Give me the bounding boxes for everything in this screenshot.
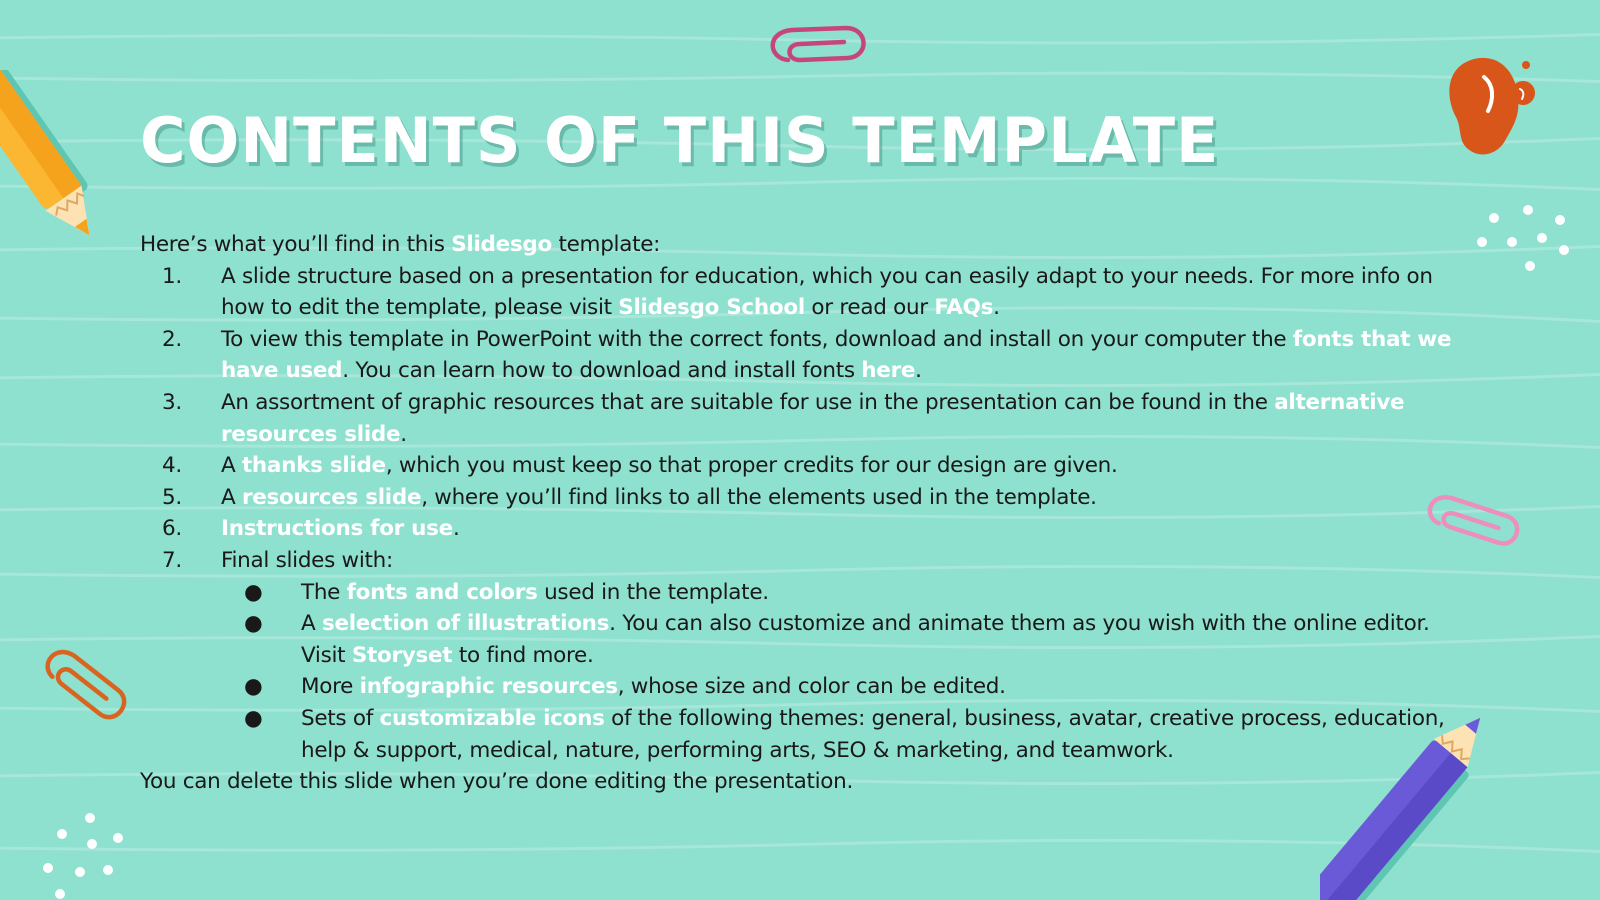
link-resources-slide[interactable]: resources slide bbox=[241, 484, 422, 510]
outro-text: You can delete this slide when you’re done editing the presentation. bbox=[140, 769, 853, 795]
sub-list-item: ● A selection of illustrations. You can also customize and animate them as you wish with the online editor. Visit Storyset to find more. bbox=[140, 608, 1470, 671]
sub-list-item: ● More infographic resources, whose size and color can be edited. bbox=[140, 671, 1470, 703]
sub-list-item: ● Sets of customizable icons of the following themes: general, business, avatar, creative process, education, help & support, medical, nature, performing arts, SEO & marketing, and teamwork. bbox=[140, 703, 1470, 766]
link-thanks-slide[interactable]: thanks slide bbox=[241, 453, 386, 479]
intro-text: Here’s what you’ll find in this Slidesgo template: bbox=[140, 232, 661, 257]
link-faqs[interactable]: FAQs bbox=[934, 295, 994, 321]
item-number: 2. bbox=[162, 326, 182, 352]
link-customizable-icons[interactable]: customizable icons bbox=[379, 705, 605, 731]
link-infographic-resources[interactable]: infographic resources bbox=[359, 674, 618, 700]
link-illustrations[interactable]: selection of illustrations bbox=[321, 611, 610, 637]
page-title: CONTENTS OF THIS TEMPLATE bbox=[140, 104, 1220, 177]
sub-list-item: ● The fonts and colors used in the template. bbox=[140, 577, 1470, 609]
link-slidesgo-school[interactable]: Slidesgo School bbox=[618, 295, 805, 321]
link-alternative-resources[interactable]: alternative resources slide bbox=[221, 389, 1405, 447]
item-number: 7. bbox=[162, 547, 182, 573]
bullet: ● bbox=[244, 611, 263, 637]
white-confetti-dots-icon bbox=[1468, 198, 1580, 278]
magenta-paperclip-icon bbox=[760, 22, 878, 72]
list-item: 7. Final slides with: ● The fonts and colors used in the template. ● A selection of illustrations. You can also customize and animate them as you wish with the online editor. Visit Storyset to find more. ● More infographic resources, whose size and color can be edited. ● Sets of customizable icons of the following themes: general, business, avatar, creative process, education, help & support, medical, nature, performing arts, SEO & marketing, and teamwork. bbox=[140, 545, 1470, 766]
contents-body bbox=[140, 229, 1470, 798]
yellow-pencil-icon bbox=[0, 70, 120, 260]
bullet: ● bbox=[244, 579, 263, 605]
list-item: 4. A thanks slide, which you must keep so that proper credits for our design are given. bbox=[140, 450, 1470, 482]
orange-paperclip-icon bbox=[34, 640, 134, 730]
item-number: 4. bbox=[162, 453, 182, 479]
list-item: 2. To view this template in PowerPoint with the correct fonts, download and install on your computer the fonts that we have used. You can learn how to download and install fonts here. bbox=[140, 324, 1470, 387]
bullet: ● bbox=[244, 674, 263, 700]
link-instructions[interactable]: Instructions for use bbox=[221, 516, 453, 542]
link-here[interactable]: here bbox=[861, 358, 916, 384]
item-number: 5. bbox=[162, 484, 182, 510]
list-item: 3. An assortment of graphic resources that are suitable for use in the presentation can be found in the alternative resources slide. bbox=[140, 387, 1470, 450]
final-slides-list bbox=[221, 577, 1470, 767]
item-number: 6. bbox=[162, 516, 182, 542]
white-confetti-dots-icon bbox=[36, 808, 132, 900]
bullet: ● bbox=[244, 705, 263, 731]
link-fonts-used[interactable]: fonts that we have used bbox=[221, 326, 1452, 384]
orange-paint-blob-icon bbox=[1440, 55, 1540, 165]
link-slidesgo[interactable]: Slidesgo bbox=[451, 232, 552, 257]
link-fonts-colors[interactable]: fonts and colors bbox=[346, 579, 538, 605]
list-item: 6. Instructions for use. bbox=[140, 513, 1470, 545]
contents-list bbox=[140, 261, 1470, 767]
list-item: 5. A resources slide, where you’ll find links to all the elements used in the template. bbox=[140, 482, 1470, 514]
link-storyset[interactable]: Storyset bbox=[351, 642, 453, 668]
item-number: 1. bbox=[162, 263, 182, 289]
list-item: 1. A slide structure based on a presentation for education, which you can easily adapt to your needs. For more info on how to edit the template, please visit Slidesgo School or read our FAQs. bbox=[140, 261, 1470, 324]
item-number: 3. bbox=[162, 389, 182, 415]
